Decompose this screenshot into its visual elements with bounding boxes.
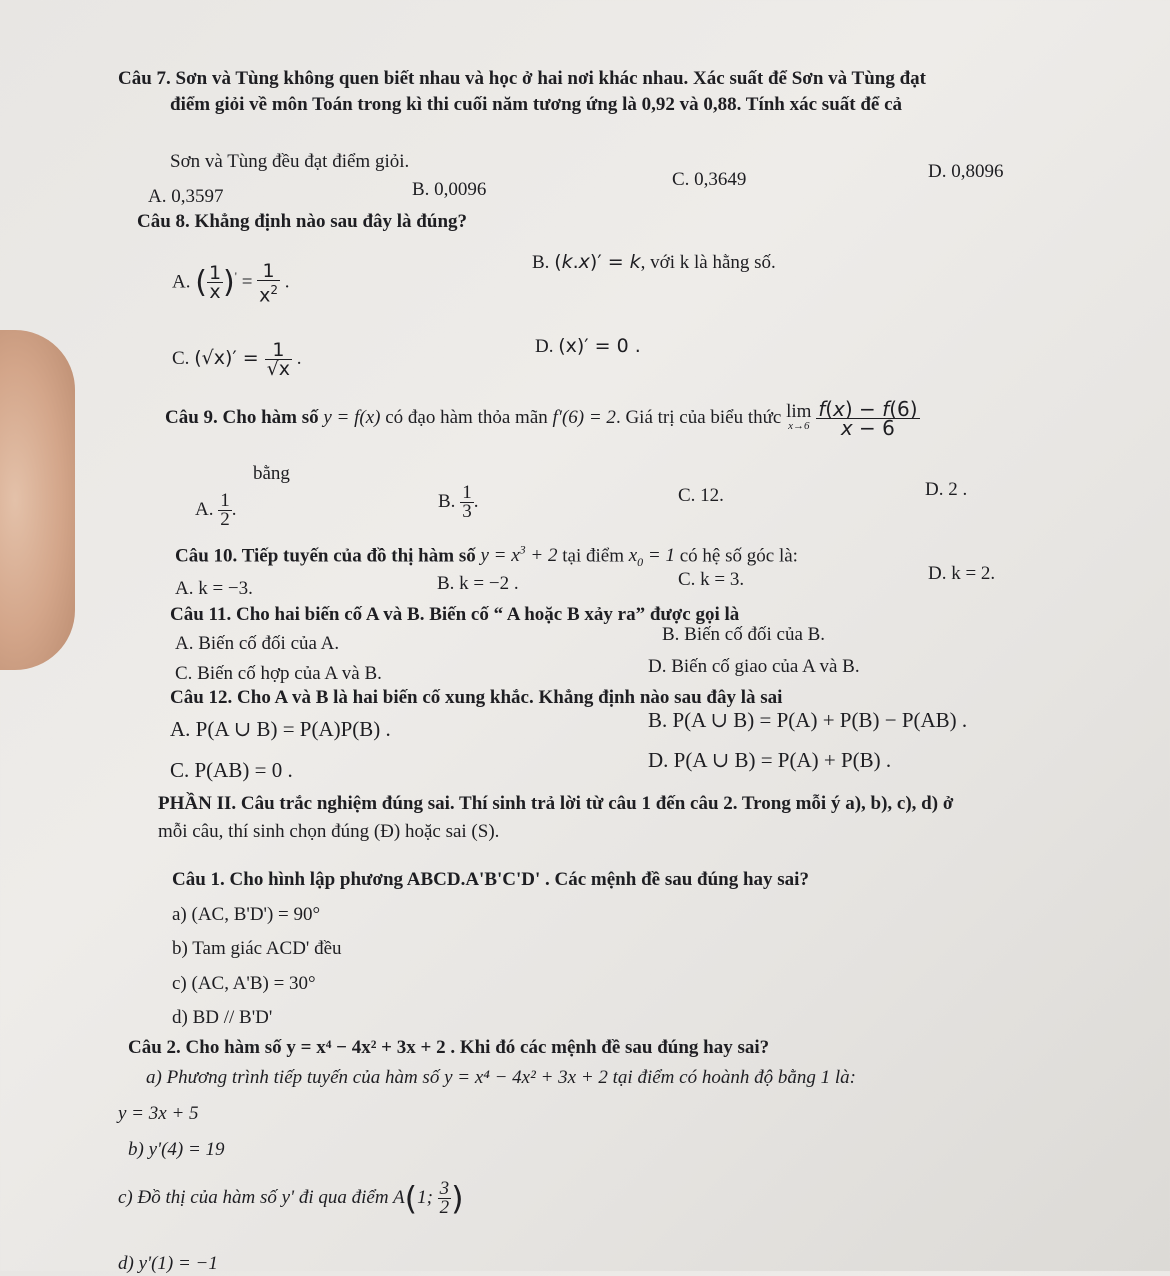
q9-option-c: C. 12. — [678, 485, 724, 506]
p2q2-item-d: d) y'(1) = −1 — [118, 1253, 218, 1274]
q7-option-d: D. 0,8096 — [928, 161, 1004, 182]
q8-title: Câu 8. Khẳng định nào sau đây là đúng? — [137, 211, 468, 232]
q7-line1: Câu 7. Sơn và Tùng không quen biết nhau và học ở hai nơi khác nhau. Xác suất để Sơn và Tùng đạt — [118, 68, 927, 89]
q7-option-b: B. 0,0096 — [412, 179, 487, 200]
q7-line2: điểm giỏi về môn Toán trong kì thi cuối năm tương ứng là 0,92 và 0,88. Tính xác suất để cả — [170, 94, 903, 115]
q10-option-d: D. k = 2. — [928, 563, 996, 584]
p2q2-title: Câu 2. Cho hàm số y = x⁴ − 4x² + 3x + 2 . Khi đó các mệnh đề sau đúng hay sai? — [128, 1037, 770, 1058]
p2q1-item-c: c) (AC, A'B) = 30° — [172, 973, 316, 994]
q7-line3: Sơn và Tùng đều đạt điểm giỏi. — [170, 151, 410, 172]
q8-option-d: D. (x)′ = 0 . — [535, 335, 641, 357]
q12-option-b: B. P(A ∪ B) = P(A) + P(B) − P(AB) . — [648, 708, 968, 732]
p2q1-item-b: b) Tam giác ACD' đều — [172, 938, 342, 959]
q9-line2: bằng — [253, 463, 290, 484]
q10-option-c: C. k = 3. — [678, 569, 745, 590]
part2-line1: PHẦN II. Câu trắc nghiệm đúng sai. Thí sinh trả lời từ câu 1 đến câu 2. Trong mỗi ý a), b), c), d) ở — [158, 793, 954, 814]
q7-option-c: C. 0,3649 — [672, 169, 747, 190]
q12-option-a: A. P(A ∪ B) = P(A)P(B) . — [170, 717, 391, 741]
p2q2-item-c: c) Đồ thị của hàm số y' đi qua điểm A(1; $\frac{3}{2}$ ) — [118, 1178, 464, 1219]
q11-option-c: C. Biến cố hợp của A và B. — [175, 663, 382, 684]
thumb-finger — [0, 330, 75, 670]
q11-title: Câu 11. Cho hai biến cố A và B. Biến cố “ A hoặc B xảy ra” được gọi là — [170, 604, 740, 625]
p2q1-item-d: d) BD // B'D' — [172, 1007, 273, 1028]
p2q1-title: Câu 1. Cho hình lập phương ABCD.A'B'C'D' . Các mệnh đề sau đúng hay sai? — [172, 869, 809, 890]
q12-option-d: D. P(A ∪ B) = P(A) + P(B) . — [648, 748, 892, 772]
q8-option-b: B. (k.x)′ = k, với k là hằng số. — [532, 251, 776, 273]
q12-title: Câu 12. Cho A và B là hai biến cố xung khắc. Khẳng định nào sau đây là sai — [170, 687, 783, 708]
q10-line: Câu 10. Tiếp tuyến của đồ thị hàm số $y = x^3 + 2$ tại điểm $x_0 = 1$ có hệ số góc là: — [175, 543, 798, 570]
q9-line1: Câu 9. Cho hàm số y = f(x) có đạo hàm thỏa mãn f′(6) = 2. Giá trị của biểu thức lim x→6 $\frac{f(x) - f(6)}{x - 6}$ — [165, 397, 918, 441]
q9-option-d: D. 2 . — [925, 479, 968, 500]
q11-option-a: A. Biến cố đối của A. — [175, 633, 340, 654]
q8-option-a: A. ( $\frac{1}{x}$ )' = $\frac{1}{x^2}$ . — [172, 259, 290, 307]
q11-option-d: D. Biến cố giao của A và B. — [648, 656, 860, 677]
q9-option-b: B. $\frac{1}{3}$ . — [438, 482, 479, 523]
part2-line2: mỗi câu, thí sinh chọn đúng (Đ) hoặc sai (S). — [158, 821, 500, 842]
q9-option-a: A. $\frac{1}{2}$ . — [195, 490, 237, 531]
p2q2-item-a: a) Phương trình tiếp tuyến của hàm số y = x⁴ − 4x² + 3x + 2 tại điểm có hoành độ bằng 1 là: — [146, 1067, 856, 1088]
q12-option-c: C. P(AB) = 0 . — [170, 758, 293, 782]
q10-option-a: A. k = −3. — [175, 578, 253, 599]
p2q2-item-a-answer: y = 3x + 5 — [118, 1103, 199, 1124]
p2q2-item-b: b) y'(4) = 19 — [128, 1139, 225, 1160]
q7-option-a: A. 0,3597 — [148, 186, 224, 207]
q8-option-c: C. (√x)′ = $\frac{1}{√x}$ . — [172, 339, 302, 381]
q11-option-b: B. Biến cố đối của B. — [662, 624, 826, 645]
q10-option-b: B. k = −2 . — [437, 573, 519, 594]
p2q1-item-a: a) (AC, B'D') = 90° — [172, 904, 321, 925]
